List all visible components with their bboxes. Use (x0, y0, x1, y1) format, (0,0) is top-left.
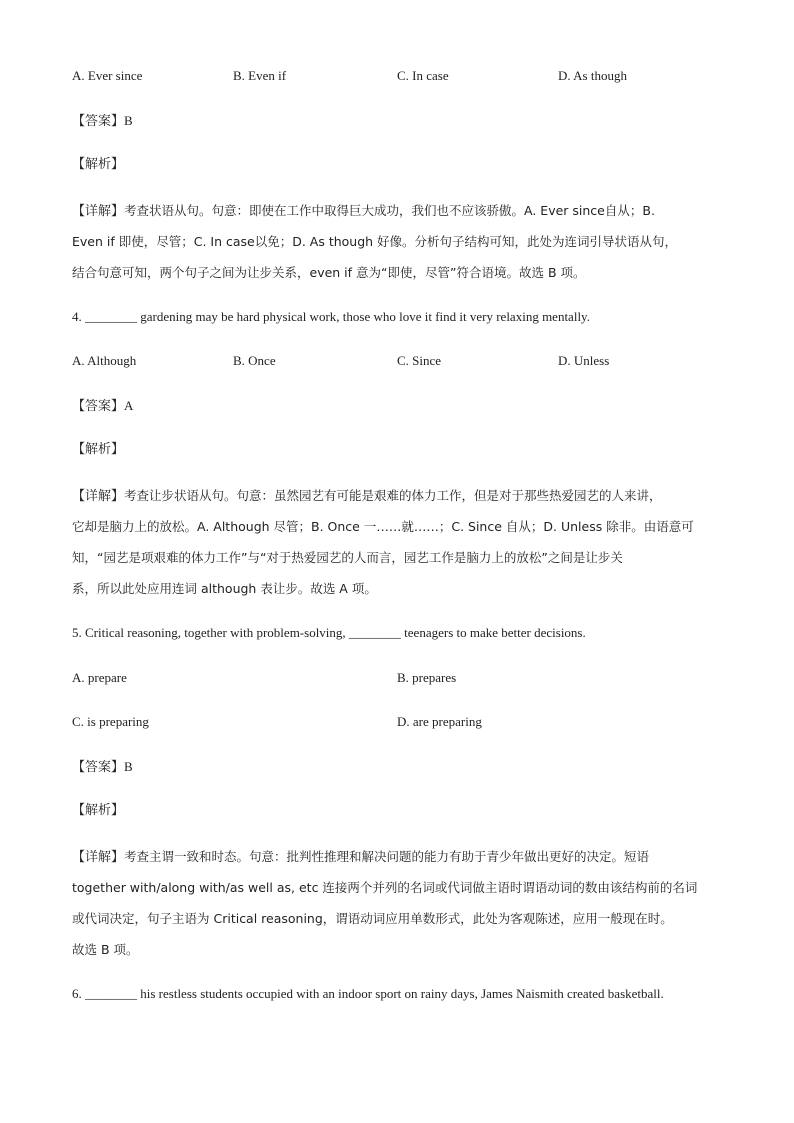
answer-value: A (124, 398, 134, 413)
q4-option-d: D. Unless (558, 353, 610, 368)
q3-option-d: D. As though (558, 68, 627, 83)
q4-option-c: C. Since (397, 353, 442, 368)
detail-line: together with/along with/as well as, etc 连接两个并列的名词或代词做主语时谓语动词的数由该结构前的名词 (72, 880, 698, 895)
q5-stem: 5. Critical reasoning, together with problem-solving, ________ teenagers to make better decisions. (72, 625, 586, 640)
answer-value: B (124, 759, 133, 774)
q3-answer (72, 112, 133, 131)
detail-line: 考查状语从句。句意：即使在工作中取得巨大成功，我们也不应该骄傲。A. Ever since自从；B. (124, 203, 655, 218)
detail-tag: 【详解】 (72, 204, 125, 219)
q3-option-a: A. Ever since (72, 68, 143, 83)
answer-tag: 【答案】 (72, 760, 125, 775)
q4-option-b: B. Once (233, 353, 276, 368)
q5-answer (72, 758, 133, 777)
detail-line: 或代词决定，句子主语为 Critical reasoning，谓语动词应用单数形式，此处为客观陈述，应用一般现在时。 (72, 911, 673, 926)
detail-line: Even if 即使，尽管；C. In case以免；D. As though 好像。分析句子结构可知，此处为连词引导状语从句， (72, 234, 678, 249)
q5-analysis-tag: 【解析】 (72, 803, 125, 818)
q4-option-a: A. Although (72, 353, 137, 368)
answer-tag: 【答案】 (72, 114, 125, 129)
detail-line: 考查主谓一致和时态。句意：批判性推理和解决问题的能力有助于青少年做出更好的决定。短语 (124, 849, 650, 864)
answer-value: B (124, 113, 133, 128)
detail-line: 知，“园艺是项艰难的体力工作”与“对于热爱园艺的人而言，园艺工作是脑力上的放松”之间是让步关 (72, 550, 623, 565)
q6-stem: 6. ________ his restless students occupied with an indoor sport on rainy days, James Naismith created basketball. (72, 986, 664, 1001)
detail-line: 故选 B 项。 (72, 942, 139, 957)
q3-option-c: C. In case (397, 68, 449, 83)
detail-line: 考查让步状语从句。句意：虽然园艺有可能是艰难的体力工作，但是对于那些热爱园艺的人来讲， (124, 488, 662, 503)
q4-detail (72, 480, 724, 604)
q5-option-b: B. prepares (397, 670, 457, 685)
detail-tag: 【详解】 (72, 850, 125, 865)
detail-line: 系，所以此处应用连词 although 表让步。故选 A 项。 (72, 581, 377, 596)
q5-option-d: D. are preparing (397, 714, 482, 729)
q5-option-c: C. is preparing (72, 714, 149, 729)
q3-detail (72, 195, 724, 288)
detail-line: 它却是脑力上的放松。A. Although 尽管；B. Once 一……就……；C. Since 自从；D. Unless 除非。由语意可 (72, 519, 694, 534)
q3-option-b: B. Even if (233, 68, 287, 83)
q3-analysis-tag: 【解析】 (72, 157, 125, 172)
answer-tag: 【答案】 (72, 399, 125, 414)
q4-analysis-tag: 【解析】 (72, 442, 125, 457)
detail-line: 结合句意可知，两个句子之间为让步关系，even if 意为“即使，尽管”符合语境。故选 B 项。 (72, 265, 586, 280)
q4-answer (72, 397, 133, 416)
q5-option-a: A. prepare (72, 670, 127, 685)
detail-tag: 【详解】 (72, 489, 125, 504)
q5-detail (72, 841, 724, 965)
q4-stem: 4. ________ gardening may be hard physical work, those who love it find it very relaxing mentally. (72, 309, 590, 324)
